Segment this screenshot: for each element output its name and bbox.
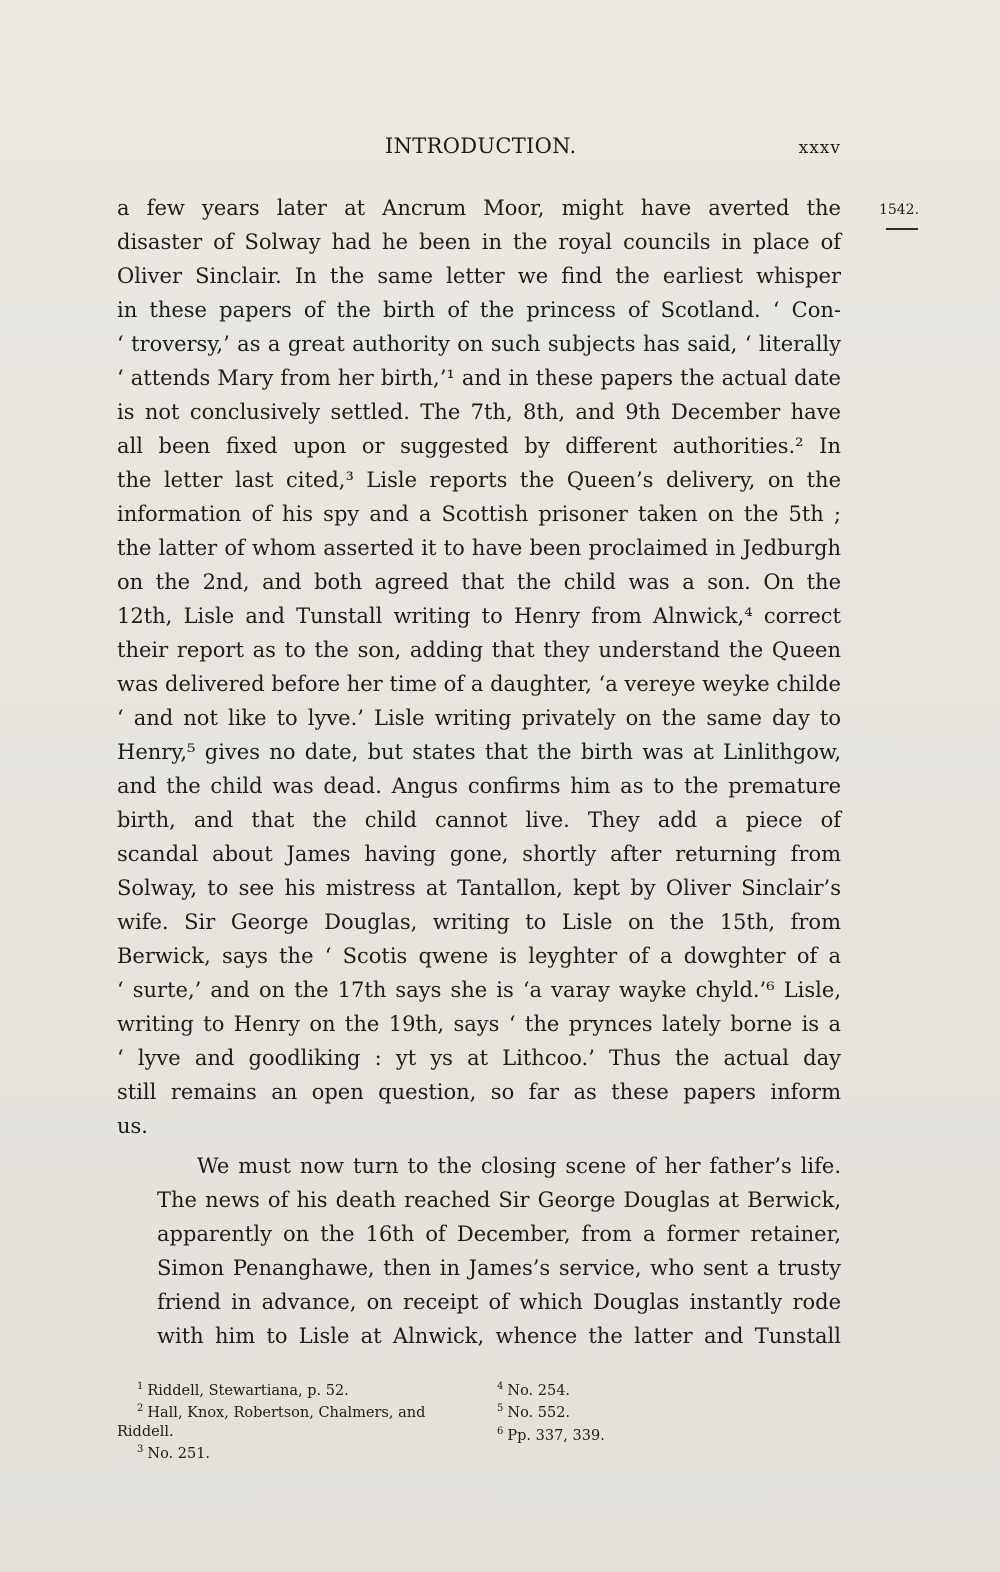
footnote <box>117 1441 477 1463</box>
footnote-text: Pp. 337, 339. <box>507 1427 605 1444</box>
text-line: Solway, to see his mistress at Tantallon, kept by Oliver Sinclair’s <box>117 876 841 900</box>
text-line: Henry,⁵ gives no date, but states that the birth was at Linlithgow, <box>117 740 841 764</box>
footnote <box>117 1400 477 1441</box>
text-line: on the 2nd, and both agreed that the child was a son. On the <box>117 570 841 594</box>
footnote-text: Hall, Knox, Robertson, Chalmers, and <box>147 1405 426 1422</box>
footnote-mark: 4 <box>497 1381 504 1392</box>
text-line: apparently on the 16th of December, from a former retainer, <box>157 1222 841 1246</box>
footnote-text-continued: Riddell. <box>117 1423 174 1440</box>
footnote-mark: 6 <box>497 1425 504 1437</box>
body-text <box>117 191 841 1353</box>
text-line: is not conclusively settled. The 7th, 8th, and 9th December have <box>117 400 841 424</box>
footnote-text: No. 552. <box>507 1405 571 1422</box>
footnote <box>497 1400 737 1422</box>
text-line: Berwick, says the ‘ Scotis qwene is leyghter of a dowghter of a <box>117 944 841 968</box>
text-line: information of his spy and a Scottish prisoner taken on the 5th ; <box>117 502 841 526</box>
text-line: scandal about James having gone, shortly after returning from <box>117 842 841 866</box>
text-line: friend in advance, on receipt of which Douglas instantly rode <box>157 1290 841 1314</box>
marginal-rule <box>886 228 918 230</box>
text-line: the letter last cited,³ Lisle reports the Queen’s delivery, on the <box>117 468 841 492</box>
footnotes-right-column <box>497 1378 737 1445</box>
footnote-mark: 5 <box>497 1403 504 1415</box>
text-line: 12th, Lisle and Tunstall writing to Henry from Alnwick,⁴ correct <box>117 604 841 628</box>
text-line: all been fixed upon or suggested by different authorities.² In <box>117 434 841 458</box>
text-line: in these papers of the birth of the princess of Scotland. ‘ Con- <box>117 298 841 322</box>
footnote-text: No. 254. <box>507 1382 571 1399</box>
text-line: ‘ lyve and goodliking : yt ys at Lithcoo.’ Thus the actual day <box>117 1046 841 1070</box>
text-line: still remains an open question, so far as these papers inform <box>117 1080 841 1104</box>
footnote-mark: 1 <box>137 1381 144 1392</box>
footnote <box>117 1378 477 1400</box>
text-line: wife. Sir George Douglas, writing to Lisle on the 15th, from <box>117 910 841 934</box>
paragraph-2 <box>117 1149 841 1353</box>
page-header <box>117 134 841 164</box>
text-line: ‘ troversy,’ as a great authority on such subjects has said, ‘ literally <box>117 332 841 356</box>
footnotes-left-column <box>117 1378 477 1463</box>
footnote <box>497 1378 737 1400</box>
text-line: Oliver Sinclair. In the same letter we find the earliest whisper <box>117 264 841 288</box>
marginal-year: 1542. <box>878 202 920 218</box>
text-line: Simon Penanghawe, then in James’s service, who sent a trusty <box>157 1256 841 1280</box>
page-number: xxxv <box>798 138 841 158</box>
footnote-mark: 2 <box>137 1403 144 1415</box>
text-line: birth, and that the child cannot live. They add a piece of <box>117 808 841 832</box>
footnote-mark: 3 <box>137 1444 144 1456</box>
text-line: writing to Henry on the 19th, says ‘ the prynces lately borne is a <box>117 1012 841 1036</box>
text-line: The news of his death reached Sir George Douglas at Berwick, <box>157 1188 841 1212</box>
text-line: We must now turn to the closing scene of her father’s life. <box>197 1154 841 1178</box>
text-line: with him to Lisle at Alnwick, whence the latter and Tunstall <box>157 1324 841 1348</box>
text-line: ‘ and not like to lyve.’ Lisle writing privately on the same day to <box>117 706 841 730</box>
text-line: was delivered before her time of a daughter, ‘a vereye weyke childe <box>117 672 841 696</box>
text-line: and the child was dead. Angus confirms him as to the premature <box>117 774 841 798</box>
text-line: us. <box>117 1114 148 1138</box>
text-line: ‘ attends Mary from her birth,’¹ and in these papers the actual date <box>117 366 841 390</box>
footnote-text: Riddell, Stewartiana, p. 52. <box>147 1382 349 1399</box>
paragraph-1 <box>117 191 841 1143</box>
footnote <box>497 1423 737 1445</box>
text-line: disaster of Solway had he been in the royal councils in place of <box>117 230 841 254</box>
running-title: INTRODUCTION. <box>385 134 577 158</box>
footnote-text: No. 251. <box>147 1445 211 1462</box>
text-line: their report as to the son, adding that they understand the Queen <box>117 638 841 662</box>
text-line: ‘ surte,’ and on the 17th says she is ‘a varay wayke chyld.’⁶ Lisle, <box>117 978 841 1002</box>
text-line: a few years later at Ancrum Moor, might have averted the <box>117 196 841 220</box>
text-line: the latter of whom asserted it to have been proclaimed in Jedburgh <box>117 536 841 560</box>
